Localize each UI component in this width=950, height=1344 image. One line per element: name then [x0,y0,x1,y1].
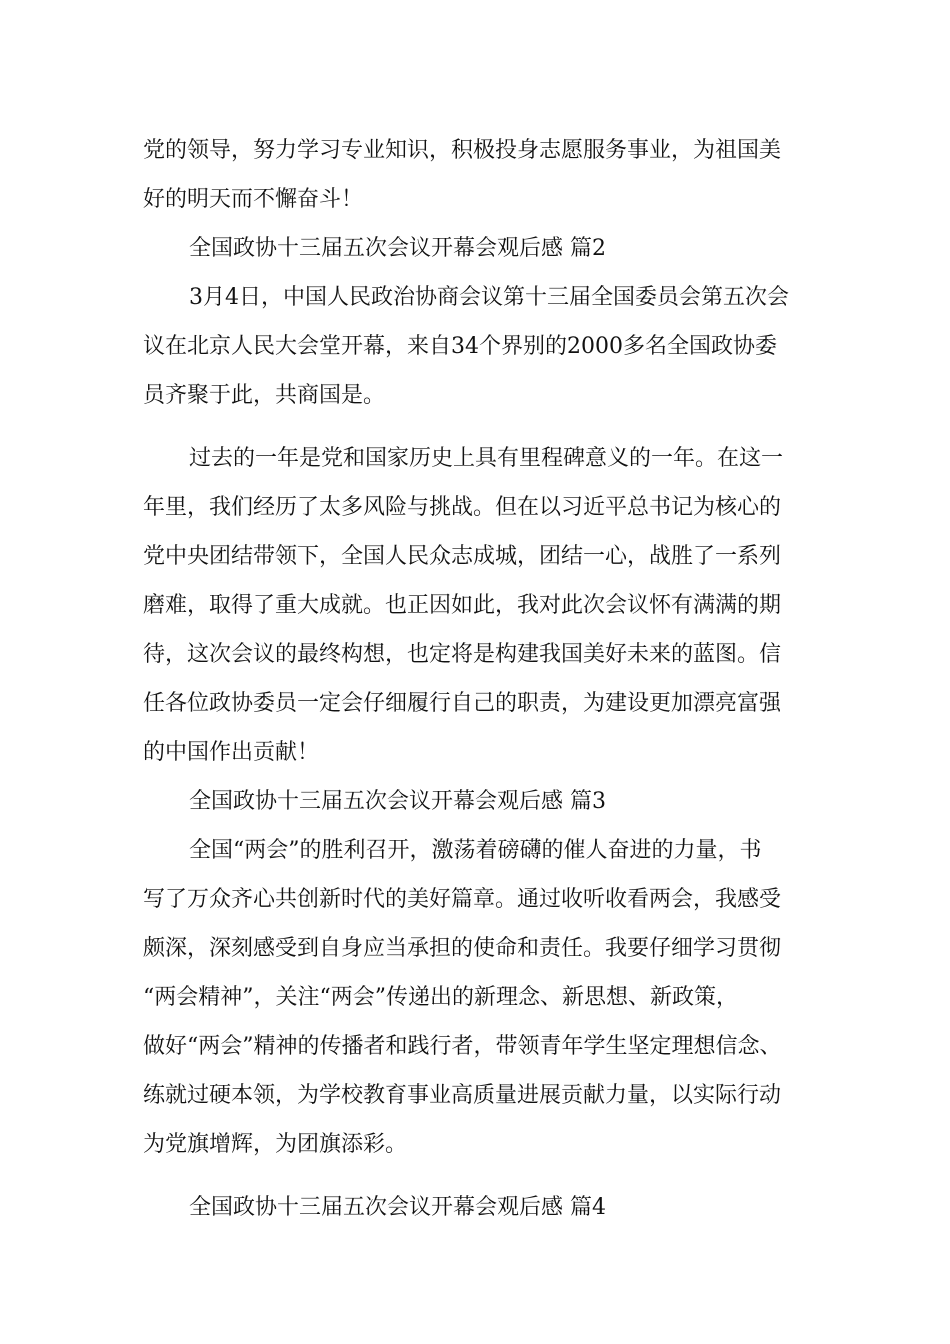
paragraph-line: 待，这次会议的最终构想，也定将是构建我国美好未来的蓝图。信 [143,642,782,667]
section-heading-3: 全国政协十三届五次会议开幕会观后感 篇3 [189,789,606,814]
document-body [143,126,815,1232]
paragraph-line: 党的领导，努力学习专业知识，积极投身志愿服务事业，为祖国美 [143,138,782,163]
paragraph-line: 年里，我们经历了太多风险与挑战。但在以习近平总书记为核心的 [143,495,782,520]
paragraph-gap [143,420,815,434]
paragraph-line: 党中央团结带领下，全国人民众志成城，团结一心，战胜了一系列 [143,544,782,569]
section-heading-4: 全国政协十三届五次会议开幕会观后感 篇4 [189,1195,606,1220]
paragraph-line: 磨难，取得了重大成就。也正因如此，我对此次会议怀有满满的期 [143,593,782,618]
paragraph-line: 写了万众齐心共创新时代的美好篇章。通过收听收看两会，我感受 [143,887,782,912]
paragraph-line: 任各位政协委员一定会仔细履行自己的职责，为建设更加漂亮富强 [143,691,782,716]
paragraph-line: 做好“两会”精神的传播者和践行者，带领青年学生坚定理想信念、 [143,1034,782,1059]
paragraph-line: 过去的一年是党和国家历史上具有里程碑意义的一年。在这一 [189,446,784,471]
paragraph-line: 的中国作出贡献！ [143,740,320,765]
paragraph-line: 为党旗增辉，为团旗添彩。 [143,1132,408,1157]
paragraph-line: 颇深，深刻感受到自身应当承担的使命和责任。我要仔细学习贯彻 [143,936,782,961]
section-heading-2: 全国政协十三届五次会议开幕会观后感 篇2 [189,236,606,261]
paragraph-line: 员齐聚于此，共商国是。 [143,383,386,408]
paragraph-line: 议在北京人民大会堂开幕，来自34个界别的2000多名全国政协委 [143,334,777,359]
paragraph-line: “两会精神”，关注“两会”传递出的新理念、新思想、新政策， [143,985,738,1010]
paragraph-gap [143,1169,815,1183]
paragraph-line: 好的明天而不懈奋斗！ [143,187,364,212]
paragraph-line: 3月4日，中国人民政治协商会议第十三届全国委员会第五次会 [189,285,789,310]
paragraph-line: 练就过硬本领，为学校教育事业高质量进展贡献力量，以实际行动 [143,1083,782,1108]
paragraph-line: 全国“两会”的胜利召开，激荡着磅礴的催人奋进的力量，书 [189,838,762,863]
